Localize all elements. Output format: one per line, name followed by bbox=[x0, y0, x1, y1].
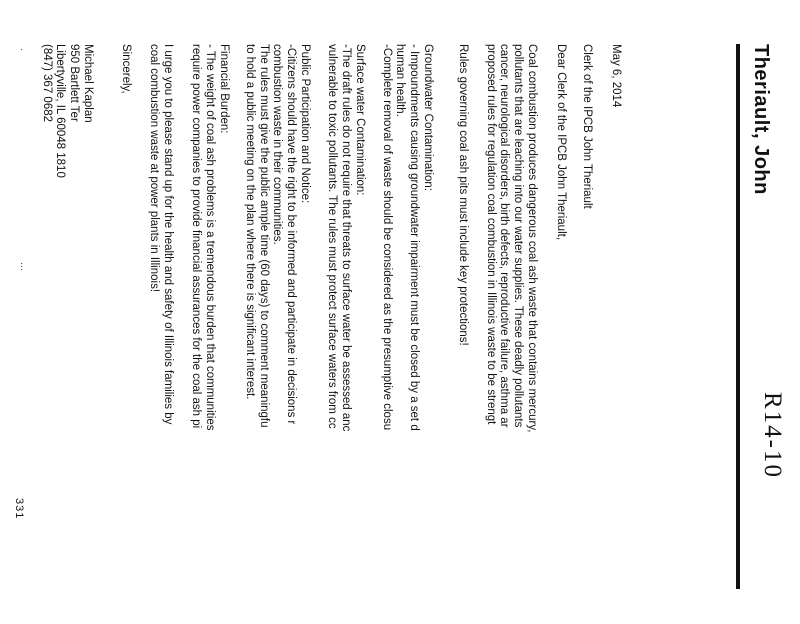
public-participation-section bbox=[242, 44, 311, 624]
closing-line: coal combustion waste at power plants in Illinois! bbox=[148, 44, 161, 293]
letter-recipient: Clerk of the IPCB John Theriault bbox=[581, 44, 593, 209]
section-heading: Public Participation and Notice: bbox=[299, 44, 311, 204]
section-line: - The weight of coal ash problems is a tremendous burden that communities bbox=[204, 44, 217, 431]
closing-line: I urge you to please stand up for the health and safety of Illinois families by bbox=[162, 44, 174, 425]
scan-speck: ... bbox=[18, 262, 30, 272]
scan-speck: . bbox=[18, 48, 30, 52]
closing-paragraph bbox=[146, 44, 174, 624]
section-line: combustion waste in their communities. bbox=[271, 44, 284, 245]
section-line: require power companies to provide financial assurances for the coal ash pi bbox=[190, 44, 203, 429]
protections-intro: Rules governing coal ash pits must include key protections! bbox=[457, 44, 469, 346]
groundwater-section bbox=[379, 44, 434, 624]
section-line: to hold a public meeting on the plan where there is significant interest. bbox=[243, 44, 256, 400]
surface-water-section bbox=[325, 44, 366, 624]
section-line: - Impoundments causing groundwater impairment must be closed by a set d bbox=[408, 44, 421, 431]
section-heading: Surface water Contamination: bbox=[354, 44, 366, 196]
page-number: 331 bbox=[13, 498, 25, 520]
signature-block bbox=[39, 44, 94, 624]
signoff: Sincerely, bbox=[120, 44, 132, 94]
section-heading: Financial Burden: bbox=[218, 44, 230, 134]
intro-paragraph bbox=[483, 44, 538, 624]
letter-salutation: Dear Clerk of the IPCB John Theriault, bbox=[555, 44, 567, 241]
section-line: -Citizens should have the right to be informed and participate in decisions r bbox=[285, 44, 298, 425]
signature-phone: (847) 367 0682 bbox=[40, 44, 53, 123]
intro-line: Coal combustion produces dangerous coal ash waste that contains mercury, bbox=[526, 44, 538, 433]
letter-date: May 6, 2014 bbox=[610, 44, 622, 108]
recipient-name-header: Theriault, John bbox=[750, 44, 772, 195]
section-heading: Groundwater Contamination: bbox=[422, 44, 434, 192]
section-line: vulnerable to toxic pollutants. The rules must protect surface waters from cc bbox=[326, 44, 339, 429]
section-line: -Complete removal of waste should be considered as the presumptive closu bbox=[380, 44, 393, 431]
section-line: -The draft rules do not require that threats to surface water be assessed anc bbox=[340, 44, 353, 432]
header-rule bbox=[736, 44, 740, 589]
intro-line: cancer, neurological disorders, birth defects, reproductive failure, asthma ar bbox=[498, 44, 511, 428]
document-code: R14-10 bbox=[759, 392, 786, 479]
financial-burden-section bbox=[189, 44, 230, 624]
signature-city: Libertyville, IL 60048 1810 bbox=[54, 44, 67, 178]
section-line: human health. bbox=[394, 44, 407, 117]
intro-line: pollutants that are leaching into our water supplies. These deadly pollutants bbox=[512, 44, 525, 428]
signature-address: 950 Bartlett Ter bbox=[68, 44, 81, 122]
intro-line: proposed rules for regulation coal combustion in Illinois waste to be strengt bbox=[484, 44, 497, 425]
signature-name: Michael Kaplan bbox=[82, 44, 94, 123]
section-line: The rules must give the public ample time (60 days) to comment meaningfu bbox=[257, 44, 270, 428]
